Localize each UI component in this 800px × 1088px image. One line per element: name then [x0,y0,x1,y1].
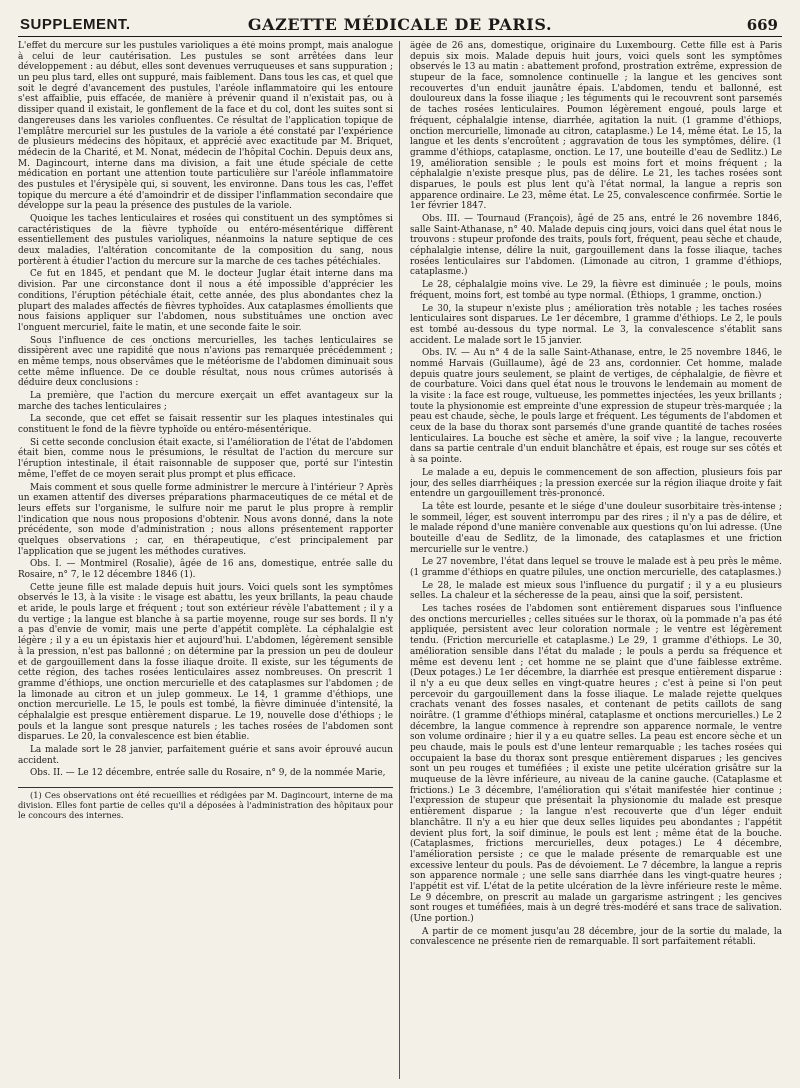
running-header [18,14,782,37]
paragraph: Le 28, céphalalgie moins vive. Le 29, la fièvre est diminuée ; le pouls, moins fréquent, moins fort, est tombé au type normal. (Éthiops, 1 gramme, onction.) [409,280,782,301]
footnote-divider [18,787,393,788]
paragraph: La seconde, que cet effet se faisait ressentir sur les plaques intestinales qui constituent le fond de la fièvre typhoïde ou entéro-mésentérique. [18,414,393,436]
observation-heading: Obs. II. — Le 12 décembre, entrée salle du Rosaire, n° 9, de la nommée Marie, [30,768,386,779]
paragraph: Ce fut en 1845, et pendant que M. le docteur Juglar était interne dans ma division. Par une circonstance dont il nous a été impossible d'apprécier les conditions, l'éruption pétéchiale était, cette année, des plus abondantes chez la plupart des malades affectés de fièvres typhoïdes. Aux cataplasmes émollients que nous faisions appliquer sur l'abdomen, nous substituâmes une onction avec l'onguent mercuriel, faite le matin, et une seconde faite le soir. [18,269,393,333]
paragraph: Le 30, la stupeur n'existe plus ; amélioration très notable ; les taches rosées lenticulaires sont disparues. Le 1er décembre, 1 gramme d'éthiops. Le 2, le pouls est tombé au-dessous du type normal. Le 3, la convalescence s'établit sans accident. Le malade sort le 15 janvier. [409,303,782,346]
paragraph: A partir de ce moment jusqu'au 28 décembre, jour de la sortie du malade, la convalescence ne présente rien de remarquable. Il sort parfaitement rétabli. [409,926,782,948]
paragraph: Le 28, le malade est mieux sous l'influence du purgatif ; il y a eu plusieurs selles. La chaleur et la sécheresse de la peau, ainsi que la soif, persistent. [409,580,782,602]
paragraph: Le 27 novembre, l'état dans lequel se trouve le malade est à peu près le même. (1 gramme d'éthiops en quatre pilules, une onction mercurielle, des cataplasmes.) [409,557,782,578]
paragraph: Quoique les taches lenticulaires et rosées qui constituent un des symptômes si caractéristiques de la fièvre typhoïde ou entéro-mésentérique diffèrent essentiellement des pustules varioliques, néanmoins la nature septique de ces deux maladies, l'altération concomitante de la composition du sang, nous portèrent à étudier l'action du mercure sur la marche de ces taches pétéchiales. [18,214,393,267]
observation-heading: Obs. IV. — Au n° 4 de la salle Saint-Athanase, entre, le 25 novembre 1846, le nommé Harvais (Guillaume), âgé de 23 ans, cordonnier. Cet homme, malade depuis quatre jours seulement, se plaint de vertiges, de céphalalgie, de fièvre et de courbature. Voici dans quel état nous le trouvons le lendemain au moment de la visite : la face est rouge, vultueuse, les pommettes injectées, les yeux brillants ; toute la physionomie est empreinte d'une expression de stupeur très-marquée ; la peau est chaude, sèche, le pouls large et fréquent. Les téguments de l'abdomen et ceux de la base du thorax sont parsemés d'une grande quantité de taches rosées lenticulaires. La bouche est sèche et amère, la soif vive ; la langue, recouverte dans sa partie centrale d'un enduit blanchâtre et épais, est rouge sur ses côtés et à sa pointe. [409,348,782,466]
right-column [410,41,782,1079]
paragraph: Mais comment et sous quelle forme administrer le mercure à l'intérieur ? Après un examen attentif des diverses préparations pharmaceutiques de ce métal et de leurs effets sur l'organisme, le sulfure noir me parut le plus propre à remplir l'indication que nous nous proposions d'obtenir. Nous avons donné, dans la note précédente, son mode d'administration ; nous allons présentement rapporter quelques observations ; car, en thérapeutique, c'est principalement par l'application que se jugent les méthodes curatives. [18,482,393,557]
footnote: (1) Ces observations ont été recueillies et rédigées par M. Dagincourt, interne de ma division. Elles font partie de celles qu'il a déposées à l'administration des hôpitaux pour le concours des internes. [18,790,393,820]
paragraph: Cette jeune fille est malade depuis huit jours. Voici quels sont les symptômes observés le 13, à la visite : le visage est abattu, les yeux brillants, la peau chaude et aride, le pouls large et fréquent ; tout son extérieur révèle l'abattement ; il y a du vertige ; la langue est blanche à sa partie moyenne, rouge sur ses bords. Il n'y a pas d'envie de vomir, mais une perte d'appétit complète. La céphalalgie est légère ; il y a eu un épistaxis hier et aujourd'hui. L'abdomen, légèrement sensible à la pression, n'est pas ballonné ; on détermine par la pression un peu de douleur et de gargouillement dans la fosse iliaque droite. Il existe, sur les téguments de cette région, des taches rosées lenticulaires assez nombreuses. On prescrit 1 gramme d'éthiops, une onction mercurielle et des cataplasmes sur l'abdomen ; de la limonade au citron et un julep gommeux. Le 14, 1 gramme d'éthiops, une onction mercurielle. Le 15, le pouls est tombé, la fièvre diminuée d'intensité, la céphalalgie est presque entièrement disparue. Le 19, nouvelle dose d'éthiops ; le pouls et la langue sont presque naturels ; les taches rosées de l'abdomen sont disparues. Le 20, la convalescence est bien établie. [18,582,393,743]
paragraph: L'effet du mercure sur les pustules varioliques a été moins prompt, mais analogue à celui de leur cautérisation. Les pustules se sont arrêtées dans leur développement : au début, elles sont devenues verruqueuses et sans suppuration ; un peu plus tard, elles ont suppuré, mais faiblement. Dans tous les cas, et quel que soit le degré d'avancement des pustules, l'aréole inflammatoire qui les entoure s'est affaiblie, puis effacée, de manière à prévenir quand il n'existait pas, ou à dissiper quand il existait, le gonflement de la face et du col, dont les suites sont si dangereuses dans les varioles confluentes. Ce résultat de l'application topique de l'emplâtre mercuriel sur les pustules de la variole a été constaté par l'expérience de plusieurs médecins des hôpitaux, et apprécié avec exactitude par M. Briquet, médecin de la Charité, et M. Nonat, médecin de l'hôpital Cochin. Depuis deux ans, M. Dagincourt, interne dans ma division, a fait une étude spéciale de cette médication en portant une attention toute particulière sur l'aréole inflammatoire des pustules et l'érysipèle qui, si souvent, les environne. Dans tous les cas, l'effet topique du mercure a été d'amoindrir et de dissiper l'inflammation secondaire que développe sur la peau la présence des pustules de la variole. [18,41,393,212]
paragraph: La malade sort le 28 janvier, parfaitement guérie et sans avoir éprouvé aucun accident. [18,745,393,766]
observation-heading: Obs. III. — Tournaud (François), âgé de 25 ans, entré le 26 novembre 1846, salle Saint-Athanase, n° 40. Malade depuis cinq jours, voici dans quel état nous le trouvons : stupeur profonde des traits, pouls fort, fréquent, peau sèche et chaude, céphalalgie intense, délire la nuit, gargouillement dans la fosse iliaque, taches rosées lenticulaires sur l'abdomen. (Limonade au citron, 1 gramme d'éthiops, cataplasme.) [409,214,782,278]
supplement-label: SUPPLEMENT. [20,16,131,33]
paragraph: Les taches rosées de l'abdomen sont entièrement disparues sous l'influence des onctions mercurielles ; celles situées sur le thorax, où la pommade n'a pas été appliquée, persistent avec leur coloration normale ; le ventre est légèrement tendu. (Friction mercurielle et cataplasme.) Le 29, 1 gramme d'éthiops. Le 30, amélioration sensible dans l'état du malade ; le pouls a perdu sa fréquence et même est devenu lent ; cet homme ne se plaint que d'une faiblesse extrême. (Deux potages.) Le 1er décembre, la diarrhée est presque entièrement disparue : il n'y a eu que deux selles en vingt-quatre heures ; c'est à peine si l'on peut percevoir du gargouillement dans la fosse iliaque. Le malade rejette quelques crachats venant des fosses nasales, et contenant de petits caillots de sang noirâtre. (1 gramme d'éthiops minéral, cataplasme et onctions mercurielles.) Le 2 décembre, la langue commence à reprendre son apparence normale, le ventre son volume ordinaire ; hier il y a eu quatre selles. La peau est encore sèche et un peu chaude, mais le pouls est d'une lenteur remarquable ; les taches rosées qui occupaient la base du thorax sont presque entièrement disparues ; les gencives sont un peu rouges et tuméfiées ; il existe une petite ulcération grisâtre sur la muqueuse de la lèvre inférieure, au niveau de la canine gauche. (Cataplasme et frictions.) Le 3 décembre, l'amélioration qui s'était manifestée hier continue ; l'expression de stupeur que présentait la physionomie du malade est presque entièrement disparue ; la langue n'est recouverte que d'un léger enduit blanchâtre. Il n'y a eu hier que deux selles liquides peu abondantes ; l'appétit devient plus fort, la soif diminue, le pouls est lent ; même état de la bouche. (Cataplasmes, frictions mercurielles, deux potages.) Le 4 décembre, l'amélioration persiste ; ce que le malade présente de remarquable est une excessive lenteur du pouls. Pas de dévoiement. Le 7 décembre, la langue a repris son apparence normale ; une selle sans diarrhée dans les vingt-quatre heures ; l'appétit est vif. L'état de la petite ulcération de la lèvre inférieure reste le même. Le 9 décembre, on prescrit au malade un gargarisme astringent ; les gencives sont rouges et tuméfiées, mais à un degré très-modéré et sans trace de salivation. (Une portion.) [409,604,782,924]
observation-heading: Obs. I. — Montmirel (Rosalie), âgée de 16 ans, domestique, entrée salle du Rosaire, n° 7, le 12 décembre 1846 (1). [18,559,393,580]
paragraph: Le malade a eu, depuis le commencement de son affection, plusieurs fois par jour, des selles diarrhéiques ; la pression exercée sur la région iliaque droite y fait entendre un gargouillement très-prononcé. [409,467,782,500]
paragraph: Si cette seconde conclusion était exacte, si l'amélioration de l'état de l'abdomen était bien, comme nous le présumions, le résultat de l'action du mercure sur l'éruption intestinale, il était raisonnable de supposer que, porté sur l'intestin même, l'effet de ce moyen serait plus prompt et plus efficace. [18,437,393,480]
paragraph: Sous l'influence de ces onctions mercurielles, les taches lenticulaires se dissipèrent avec une rapidité que nous n'avions pas remarquée précédemment ; en même temps, nous observâmes que le météorisme de l'abdomen diminuait sous cette même influence. De ce double résultat, nous nous crûmes autorisés à déduire deux conclusions : [18,335,393,389]
paragraph: âgée de 26 ans, domestique, originaire du Luxembourg. Cette fille est à Paris depuis six mois. Malade depuis huit jours, voici quels sont les symptômes observés le 13 au matin : abattement profond, prostration extrême, expression de stupeur de la face, somnolence continuelle ; la langue et les gencives sont recouvertes d'un enduit jaunâtre épais. L'abdomen, tendu et ballonné, est douloureux dans la fosse iliaque ; les téguments qui le recouvrent sont parsemés de taches rosées lenticulaires. Poumon légèrement engoué, pouls large et fréquent, céphalalgie intense, diarrhée, agitation la nuit. (1 gramme d'éthiops, onction mercurielle, limonade au citron, cataplasme.) Le 14, même état. Le 15, la langue et les dents s'encroûtent ; aggravation de tous les symptômes, délire. (1 gramme d'éthiops, cataplasme, onction. Le 17, une bouteille d'eau de Sedlitz.) Le 19, amélioration sensible ; le pouls est moins fort et moins fréquent ; la céphalalgie n'existe presque plus, pas de délire. Le 21, les taches rosées sont disparues, le pouls est plus lent qu'à l'état normal, la langue a repris son apparence ordinaire. Le 23, même état. Le 25, convalescence confirmée. Sortie le 1er février 1847. [409,41,782,212]
left-column [18,41,400,1079]
paragraph: La tête est lourde, pesante et le siége d'une douleur susorbitaire très-intense ; le sommeil, léger, est souvent interrompu par des rires ; il n'y a pas de délire, et le malade répond d'une manière convenable aux questions qu'on lui adresse. (Une bouteille d'eau de Sedlitz, de la limonade, des cataplasmes et une friction mercurielle sur le ventre.) [409,501,782,555]
text-columns [18,41,782,1079]
paragraph: La première, que l'action du mercure exerçait un effet avantageux sur la marche des taches lenticulaires ; [18,391,393,412]
journal-title: GAZETTE MÉDICALE DE PARIS. [247,15,553,34]
page-number: 669 [746,16,778,34]
